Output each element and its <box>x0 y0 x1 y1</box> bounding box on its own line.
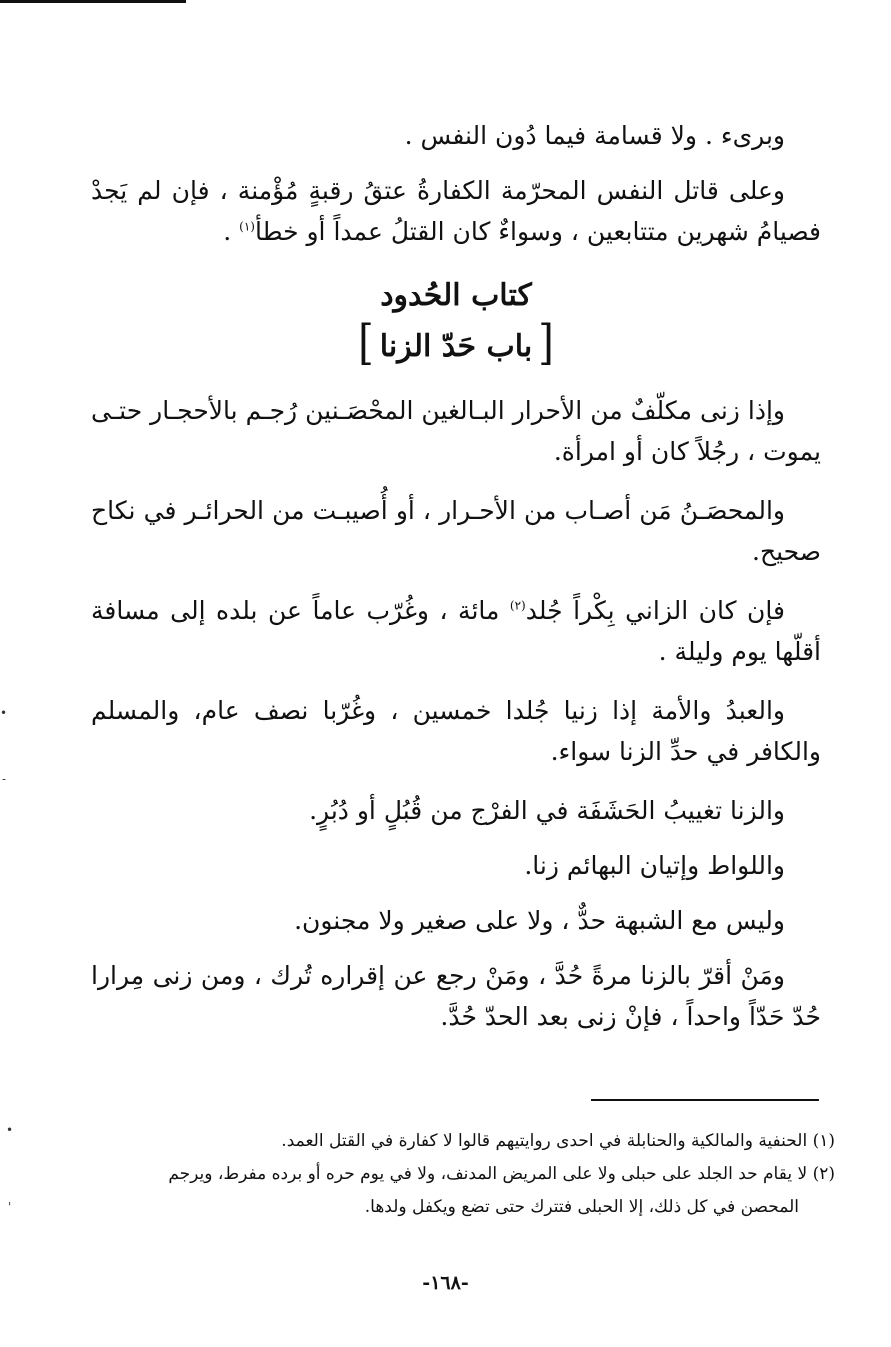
paragraph: ومَنْ أقرّ بالزنا مرةً حُدَّ ، ومَنْ رجع عن إقراره تُرك ، ومن زنى مِرارا حُدّ حَدّاً واحداً ، فإنْ زنى بعد الحدّ حُدَّ. <box>91 961 821 1031</box>
footnote-ref: (٢) <box>509 598 526 613</box>
margin-tick: ' <box>8 1200 12 1214</box>
top-edge-rule <box>0 0 186 3</box>
page-number: -١٦٨- <box>422 1272 469 1294</box>
footnote <box>90 1126 835 1157</box>
footnote-text: الحنفية والمالكية والحنابلة في احدى روايتيهم قالوا لا كفارة في القتل العمد. <box>281 1131 808 1151</box>
paragraph: وبرىء . ولا قسامة فيما دُون النفس . <box>404 121 785 150</box>
footnote-number: (١) <box>812 1131 835 1151</box>
footnote-text: لا يقام حد الجلد على حبلى ولا على المريض المدنف، ولا في يوم حره أو برده مفرط، ويرجم <box>168 1164 808 1184</box>
paragraph: فإن كان الزاني بِكْراً جُلد$^{(٢)}$ مائة ، وغُرّب عاماً عن بلده إلى مسافة أقلّها يوم وليلة . <box>91 596 821 666</box>
margin-dot: • <box>6 1123 14 1137</box>
chapter-title-text: باب حَدّ الزنا <box>379 329 533 364</box>
margin-dash: - <box>2 772 7 786</box>
paragraph: والزنا تغييبُ الحَشَفَة في الفرْج من قُبُلٍ أو دُبُرٍ. <box>309 796 785 825</box>
chapter-title <box>91 315 821 372</box>
book-title: كتاب الحُدود <box>380 278 532 313</box>
footnote-continuation: المحصن في كل ذلك، إلا الحبلى فتترك حتى تضع ويكفل ولدها. <box>364 1197 799 1217</box>
paragraph: والمحصَـنُ مَن أصـاب من الأحـرار ، أو أُصيبـت من الحرائـر في نكاح صحيح. <box>91 496 821 566</box>
paragraph: وليس مع الشبهة حدٌّ ، ولا على صغير ولا مجنون. <box>294 906 785 935</box>
bracket-close: ] <box>358 315 374 371</box>
main-text <box>91 115 821 1055</box>
footnote-number: (٢) <box>812 1164 835 1184</box>
paragraph: والعبدُ والأمة إذا زنيا جُلدا خمسين ، وغُرّبا نصف عام، والمسلم والكافر في حدِّ الزنا سواء. <box>91 696 821 766</box>
footnote-separator <box>591 1099 819 1101</box>
margin-dot: • <box>0 706 8 720</box>
paragraph: وعلى قاتل النفس المحرّمة الكفارةُ عتقُ رقبةٍ مُؤْمنة ، فإن لم يَجدْ فصيامُ شهرين متتابعين ، وسواءٌ كان القتلُ عمداً أو خطأ$^{(١)}$ . <box>91 176 821 246</box>
footnote-ref: (١) <box>239 219 255 234</box>
paragraph: وإذا زنى مكلّفٌ من الأحرار البـالغين المحْصَـنين رُجـم بالأحجـار حتـى يموت ، رجُلاً كان أو امرأة. <box>91 396 821 466</box>
paragraph: واللواط وإتيان البهائم زنا. <box>524 851 785 880</box>
footnote <box>90 1159 835 1190</box>
footnotes <box>90 1126 835 1225</box>
bracket-open: [ <box>538 315 554 371</box>
